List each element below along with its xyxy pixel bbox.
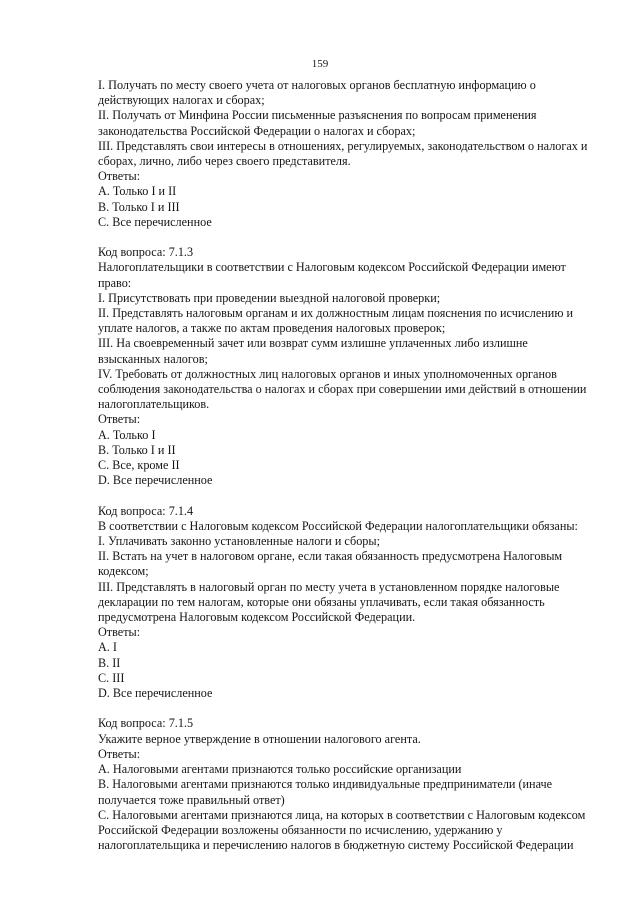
text-line: Налогоплательщики в соответствии с Налоговым кодексом Российской Федерации имеют (98, 260, 566, 275)
text-line: В соответствии с Налоговым кодексом Российской Федерации налогоплательщики обязаны: (98, 518, 578, 533)
text-line: действующих налогах и сборах; (98, 93, 265, 108)
text-line: законодательства Российской Федерации о налогах и сборах; (98, 123, 416, 138)
text-line: Ответы: (98, 412, 141, 427)
text-line: I. Уплачивать законно установленные налоги и сборы; (98, 534, 380, 549)
text-line: Код вопроса: 7.1.3 (98, 245, 194, 260)
text-line: I. Присутствовать при проведении выездной налоговой проверки; (98, 290, 441, 305)
text-line: III. Представлять свои интересы в отношениях, регулируемых, законодательством о налогах и (98, 138, 588, 153)
text-line: получается тоже правильный ответ) (98, 792, 285, 807)
text-line: А. Только I (98, 427, 156, 442)
text-line: право: (98, 275, 132, 290)
text-line: сборах, лично, либо через своего представителя. (98, 154, 351, 169)
text-line: Код вопроса: 7.1.4 (98, 503, 194, 518)
text-line: кодексом; (98, 564, 149, 579)
text-line: Российской Федерации возложены обязанности по исчислению, удержанию у (98, 822, 503, 837)
text-line: С. Все, кроме II (98, 458, 180, 473)
text-line: В. Только I и III (98, 199, 180, 214)
text-line: В. Только I и II (98, 442, 176, 457)
text-line: Укажите верное утверждение в отношении налогового агента. (98, 731, 421, 746)
text-line: Ответы: (98, 746, 141, 761)
text-line: II. Получать от Минфина России письменные разъяснения по вопросам применения (98, 108, 537, 123)
text-line: В. II (98, 655, 121, 670)
text-line: предусмотрена Налоговым кодексом Российской Федерации. (98, 610, 416, 625)
text-line: IV. Требовать от должностных лиц налоговых органов и иных уполномоченных органов (98, 366, 557, 381)
text-line: взысканных налогов; (98, 351, 208, 366)
text-line: Ответы: (98, 169, 141, 184)
text-line: I. Получать по месту своего учета от налоговых органов бесплатную информацию о (98, 78, 536, 92)
question-7-1-4 (98, 504, 628, 702)
text-line: С. Все перечисленное (98, 214, 212, 229)
text-line: III. На своевременный зачет или возврат сумм излишне уплаченных либо излишне (98, 336, 528, 351)
text-line: III. Представлять в налоговый орган по месту учета в установленном порядке налоговые (98, 579, 560, 594)
text-line: декларации по тем налогам, которые они обязаны уплачивать, если такая обязанность (98, 594, 545, 609)
text-line: Ответы: (98, 625, 141, 640)
text-line: Код вопроса: 7.1.5 (98, 716, 194, 731)
text-line: С. III (98, 670, 125, 685)
question-7-1-2-continued (98, 78, 628, 230)
text-line: налогоплательщиков. (98, 397, 210, 412)
text-line: D. Все перечисленное (98, 473, 213, 488)
text-line: В. Налоговыми агентами признаются только индивидуальные предприниматели (иначе (98, 777, 553, 792)
text-line: А. Налоговыми агентами признаются только российские организации (98, 762, 462, 777)
text-line: II. Встать на учет в налоговом органе, если такая обязанность предусмотрена Налоговым (98, 549, 563, 564)
text-line: D. Все перечисленное (98, 686, 213, 701)
text-line: II. Представлять налоговым органам и их должностным лицам пояснения по исчислению и (98, 306, 573, 321)
text-line: А. Только I и II (98, 184, 177, 199)
page-number: 159 (311, 58, 329, 70)
page-content (98, 78, 628, 869)
question-7-1-5 (98, 716, 628, 853)
text-line: налогоплательщика и перечислению налогов в бюджетную систему Российской Федерации (98, 838, 574, 853)
text-line: соблюдения законодательства о налогах и сборах при совершении ими действий в отношении (98, 382, 587, 397)
text-line: уплате налогов, а также по актам проведения налоговых проверок; (98, 321, 446, 336)
text-line: А. I (98, 640, 117, 655)
text-line: С. Налоговыми агентами признаются лица, на которых в соответствии с Налоговым кодексом (98, 807, 586, 822)
question-7-1-3 (98, 245, 628, 488)
